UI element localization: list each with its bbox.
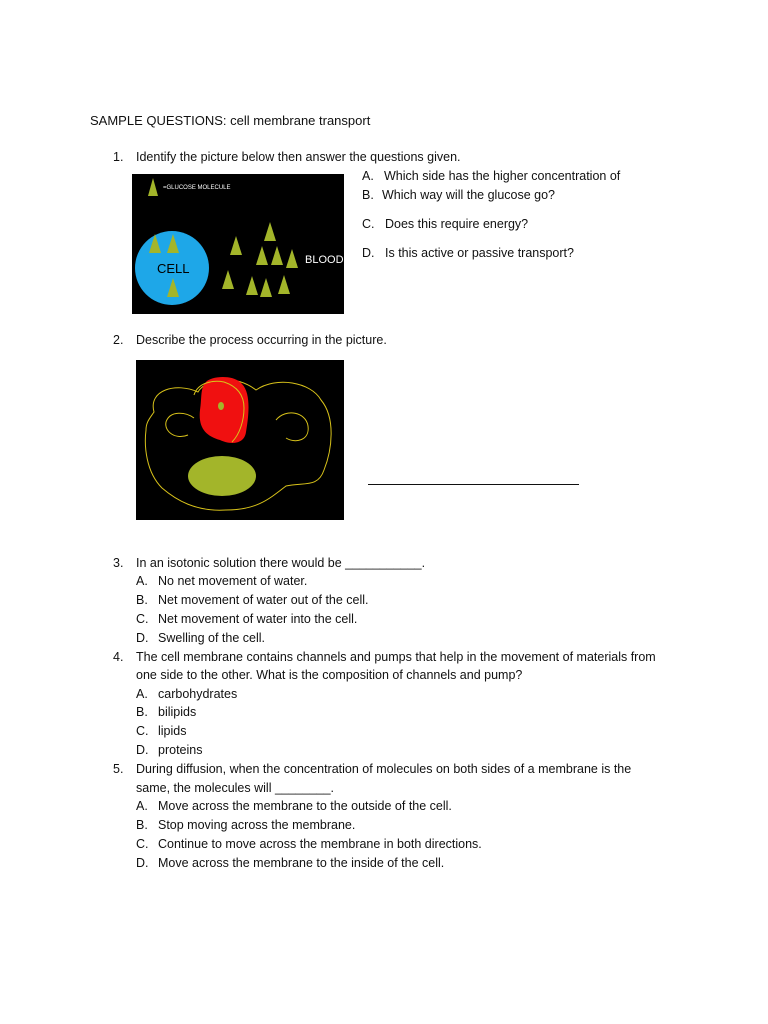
cell-process-figure (136, 360, 344, 520)
question-2-text: Describe the process occurring in the picture. (136, 333, 387, 347)
legend-text: =GLUCOSE MOLECULE (163, 185, 231, 191)
q1-option-c-letter: C. (362, 217, 375, 231)
q5-option-a-text: Move across the membrane to the outside of the cell. (158, 799, 452, 813)
question-1-number: 1. (113, 150, 124, 164)
nucleolus (218, 402, 224, 410)
q4-option-a-text: carbohydrates (158, 687, 238, 701)
q3-option-a-letter: A. (136, 574, 148, 588)
q3-option-b-text: Net movement of water out of the cell. (158, 593, 369, 607)
q5-option-b-text: Stop moving across the membrane. (158, 818, 356, 832)
question-5-number: 5. (113, 762, 124, 776)
q5-option-d-letter: D. (136, 856, 149, 870)
answer-blank-line (368, 484, 579, 485)
q5-option-a-letter: A. (136, 799, 148, 813)
q1-option-b-text: Which way will the glucose go? (382, 188, 555, 202)
question-5-text-line1: During diffusion, when the concentration of molecules on both sides of a membrane is the (136, 762, 632, 776)
q3-option-d-letter: D. (136, 631, 149, 645)
nucleus-red (200, 377, 249, 443)
q4-option-b-text: bilipids (158, 705, 197, 719)
q3-option-b-letter: B. (136, 593, 148, 607)
q4-option-d-text: proteins (158, 743, 203, 757)
q3-option-c-letter: C. (136, 612, 149, 626)
q3-option-c-text: Net movement of water into the cell. (158, 612, 358, 626)
question-4-text-line1: The cell membrane contains channels and pumps that help in the movement of materials from (136, 650, 656, 664)
q1-option-c-text: Does this require energy? (385, 217, 529, 231)
page-title: SAMPLE QUESTIONS: cell membrane transport (90, 113, 371, 128)
question-4-text-line2: one side to the other. What is the composition of channels and pump? (136, 668, 523, 682)
question-4-number: 4. (113, 650, 124, 664)
glucose-transport-figure (132, 174, 344, 314)
q3-option-d-text: Swelling of the cell. (158, 631, 266, 645)
q1-option-a-text: Which side has the higher concentration of (384, 169, 621, 183)
q4-option-c-letter: C. (136, 724, 149, 738)
q1-option-a-letter: A. (362, 169, 374, 183)
q1-option-d-text: Is this active or passive transport? (385, 246, 574, 260)
q4-option-d-letter: D. (136, 743, 149, 757)
q5-option-c-letter: C. (136, 837, 149, 851)
q4-option-a-letter: A. (136, 687, 148, 701)
blood-label: BLOOD (305, 254, 344, 266)
q4-option-c-text: lipids (158, 724, 187, 738)
q5-option-b-letter: B. (136, 818, 148, 832)
q4-option-b-letter: B. (136, 705, 148, 719)
q5-option-d-text: Move across the membrane to the inside of the cell. (158, 856, 445, 870)
q3-option-a-text: No net movement of water. (158, 574, 308, 588)
green-organelle (188, 456, 256, 496)
question-5-text-line2: same, the molecules will ________. (136, 781, 335, 795)
q1-option-d-letter: D. (362, 246, 375, 260)
question-3-number: 3. (113, 556, 124, 570)
question-2-number: 2. (113, 333, 124, 347)
question-3-text: In an isotonic solution there would be ___________. (136, 556, 426, 570)
q5-option-c-text: Continue to move across the membrane in both directions. (158, 837, 482, 851)
q1-option-b-letter: B. (362, 188, 374, 202)
cell-label: CELL (157, 261, 190, 276)
question-1-text: Identify the picture below then answer the questions given. (136, 150, 461, 164)
